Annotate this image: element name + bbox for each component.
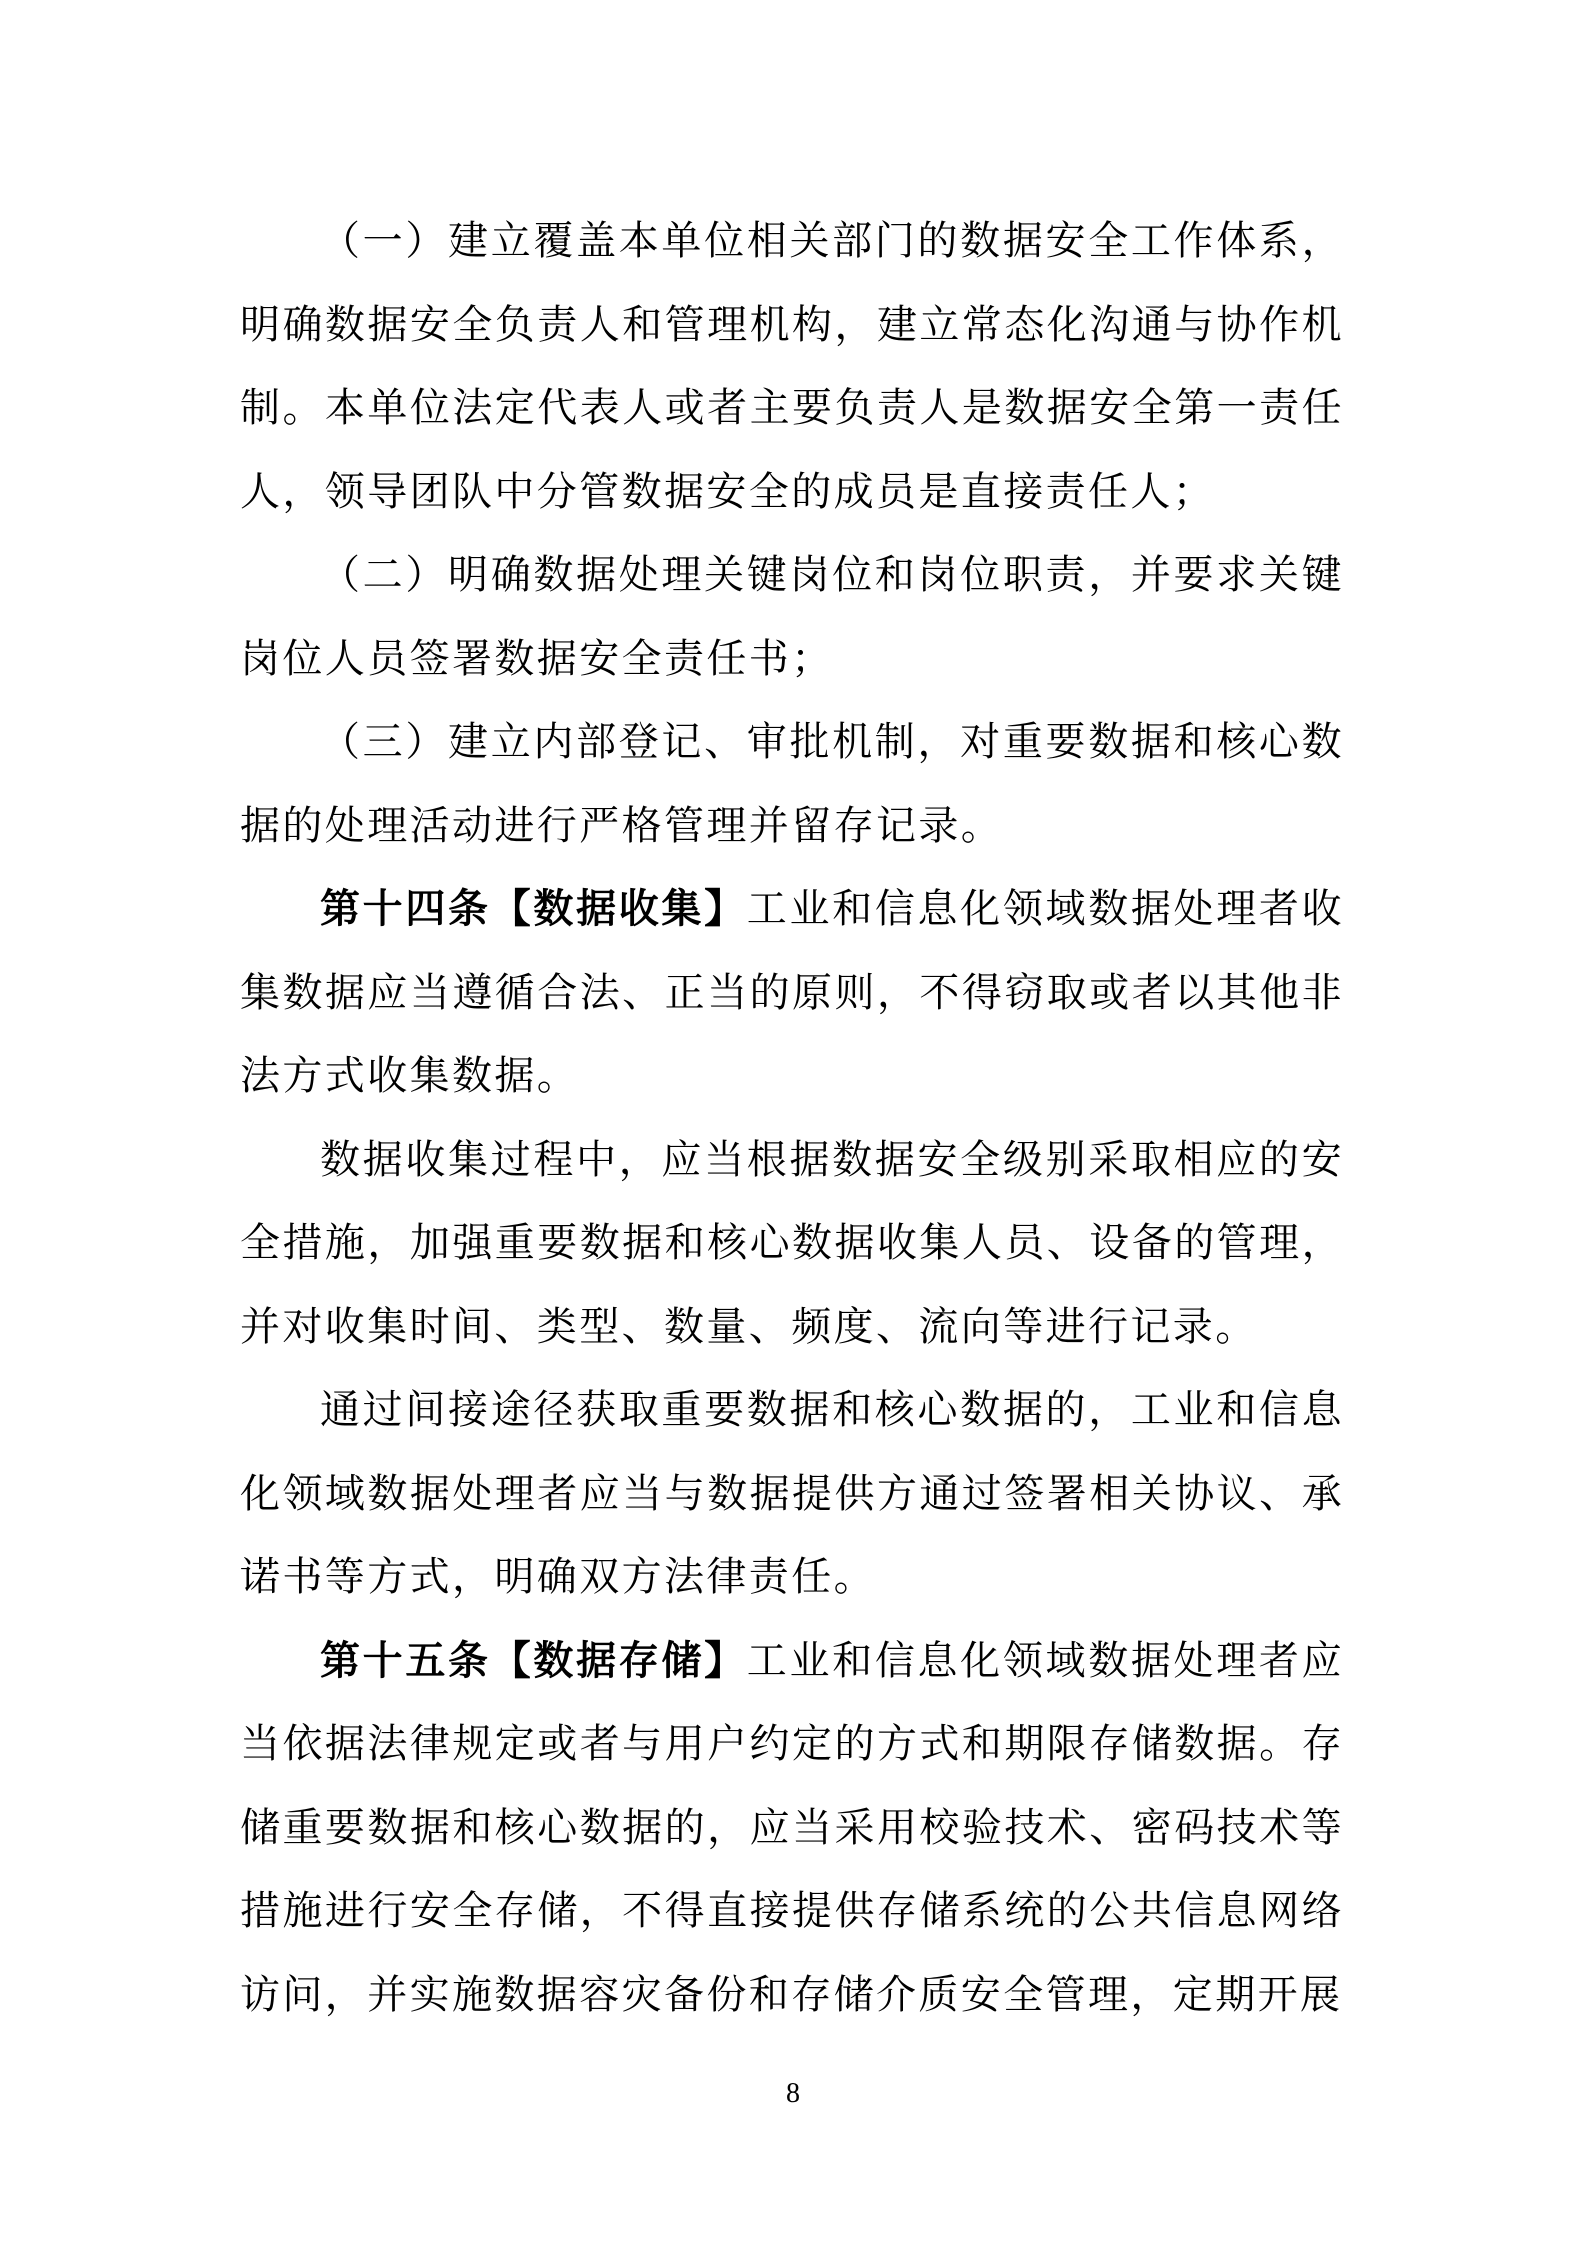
article-heading: 第十四条【数据收集】 bbox=[320, 886, 747, 932]
article-15 bbox=[240, 1620, 1344, 2038]
paragraph-text: 通过间接途径获取重要数据和核心数据的，工业和信息化领域数据处理者应当与数据提供方通过签署相关协议、承诺书等方式，明确双方法律责任。 bbox=[240, 1387, 1344, 1600]
paragraph-text: （二）明确数据处理关键岗位和岗位职责，并要求关键岗位人员签署数据安全责任书； bbox=[240, 552, 1344, 682]
paragraph-text: 数据收集过程中，应当根据数据安全级别采取相应的安全措施，加强重要数据和核心数据收集人员、设备的管理，并对收集时间、类型、数量、频度、流向等进行记录。 bbox=[240, 1136, 1344, 1350]
paragraph-text: 工业和信息化领域数据处理者收集数据应当遵循合法、正当的原则，不得窃取或者以其他非法方式收集数据。 bbox=[240, 886, 1344, 1099]
paragraph-text: 工业和信息化领域数据处理者应当依据法律规定或者与用户约定的方式和期限存储数据。存储重要数据和核心数据的，应当采用校验技术、密码技术等措施进行安全存储，不得直接提供存储系统的公共信息网络访问，并实施数据容灾备份和存储介质安全管理，定期开展 bbox=[240, 1637, 1344, 2018]
article-14 bbox=[240, 868, 1344, 1119]
article-heading: 第十五条【数据存储】 bbox=[320, 1637, 747, 1684]
paragraph-item-3 bbox=[240, 701, 1344, 868]
paragraph-indirect-acquisition bbox=[240, 1369, 1344, 1620]
paragraph-item-2 bbox=[240, 534, 1344, 701]
paragraph-text: （三）建立内部登记、审批机制，对重要数据和核心数据的处理活动进行严格管理并留存记录。 bbox=[240, 719, 1344, 849]
paragraph-item-1 bbox=[240, 200, 1344, 534]
page-number: 8 bbox=[786, 2078, 800, 2109]
paragraph-collection-process bbox=[240, 1119, 1344, 1370]
paragraph-text: （一）建立覆盖本单位相关部门的数据安全工作体系，明确数据安全负责人和管理机构，建立常态化沟通与协作机制。本单位法定代表人或者主要负责人是数据安全第一责任人，领导团队中分管数据安全的成员是直接责任人； bbox=[240, 218, 1344, 515]
document-page bbox=[240, 200, 1344, 2037]
